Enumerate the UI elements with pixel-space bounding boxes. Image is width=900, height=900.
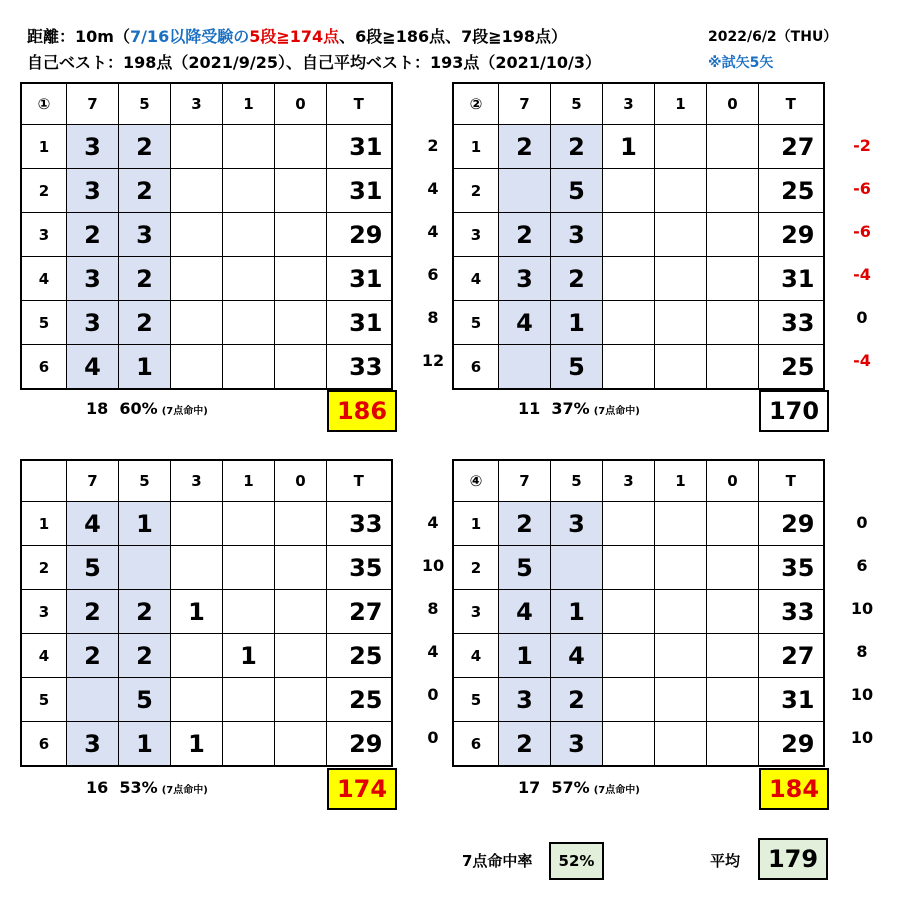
count-cell: 2 [551,125,603,169]
difference-value: -4 [853,265,871,284]
cumulative-value: 4 [427,179,439,198]
count-cell: 3 [67,257,119,301]
count-cell [655,213,707,257]
end-total: 27 [759,125,824,169]
table-header-row [453,460,824,502]
end-total: 33 [759,301,824,345]
count-cell [275,213,327,257]
count-cell: 1 [119,502,171,546]
cumulative-value: 10 [421,556,445,575]
table-row [21,590,392,634]
count-cell: 2 [119,590,171,634]
cumulative-value: 2 [427,136,439,155]
end-total: 31 [327,125,392,169]
column-header: 3 [171,83,223,125]
round-label [21,460,67,502]
distance-rules-line [27,24,567,47]
count-cell: 1 [499,634,551,678]
count-cell [603,502,655,546]
end-number: 5 [21,678,67,722]
count-cell [171,169,223,213]
table-row [21,722,392,767]
warmup-note: ※試矢5矢 [708,55,774,71]
table-row [21,634,392,678]
end-number: 1 [453,502,499,546]
column-header: 0 [275,460,327,502]
column-header: 0 [707,83,759,125]
table-row [453,590,824,634]
count-cell: 5 [119,678,171,722]
end-total: 25 [759,345,824,390]
end-total: 31 [327,257,392,301]
seven-hit-percent: 60% [119,399,158,418]
count-cell: 3 [551,213,603,257]
percent-note: (7点命中) [593,406,640,417]
table-row [453,546,824,590]
count-cell: 2 [551,678,603,722]
column-header: 3 [603,460,655,502]
count-cell: 2 [67,213,119,257]
end-number: 1 [453,125,499,169]
count-cell [707,301,759,345]
count-cell [171,678,223,722]
count-cell: 4 [551,634,603,678]
count-cell: 1 [603,125,655,169]
end-number: 4 [453,634,499,678]
count-cell [275,502,327,546]
end-total: 25 [327,634,392,678]
end-number: 6 [453,722,499,767]
column-header: 1 [223,83,275,125]
table-row [453,301,824,345]
count-cell [655,678,707,722]
count-cell [655,546,707,590]
end-total: 25 [759,169,824,213]
count-cell [223,722,275,767]
end-total: 31 [327,301,392,345]
end-number: 1 [21,502,67,546]
round-grand-total: 170 [759,390,829,432]
end-number: 5 [453,678,499,722]
count-cell [275,345,327,390]
table-row [453,634,824,678]
count-cell [603,213,655,257]
table-row [21,502,392,546]
seven-hit-percent: 53% [119,778,158,797]
table-row [453,213,824,257]
count-cell: 2 [67,634,119,678]
cumulative-value: 6 [427,265,439,284]
average-label: 平均 [710,852,741,870]
count-cell: 3 [67,301,119,345]
count-cell: 1 [551,301,603,345]
count-cell: 4 [67,345,119,390]
end-total: 35 [327,546,392,590]
count-cell: 3 [67,722,119,767]
count-cell [655,634,707,678]
session-date: 2022/6/2（THU） [708,29,838,45]
column-header: 0 [275,83,327,125]
column-header: 1 [655,460,707,502]
count-cell [655,345,707,390]
count-cell: 3 [119,213,171,257]
count-cell [707,257,759,301]
column-header: 3 [603,83,655,125]
count-cell: 5 [551,345,603,390]
table-row [453,125,824,169]
difference-value: 0 [856,513,868,532]
count-cell: 2 [551,257,603,301]
count-cell [275,634,327,678]
end-number: 5 [21,301,67,345]
column-header: 1 [655,83,707,125]
count-cell [171,345,223,390]
cumulative-value: 4 [427,642,439,661]
table-row [21,125,392,169]
column-header: 7 [499,83,551,125]
count-cell: 2 [499,125,551,169]
end-total: 29 [759,502,824,546]
seven-hit-percent: 37% [551,399,590,418]
count-cell [171,546,223,590]
cumulative-value: 8 [427,308,439,327]
end-number: 5 [453,301,499,345]
count-cell [223,590,275,634]
end-number: 6 [453,345,499,390]
seven-hit-count: 16 [86,778,109,797]
hit-rate-value: 52% [549,842,604,880]
end-number: 4 [21,634,67,678]
count-cell [707,634,759,678]
round-label: ② [453,83,499,125]
table-row [453,502,824,546]
count-cell: 5 [499,546,551,590]
end-total: 27 [327,590,392,634]
count-cell: 1 [119,722,171,767]
count-cell [707,590,759,634]
cumulative-value: 0 [427,728,439,747]
seven-hit-count: 18 [86,399,109,418]
count-cell [603,678,655,722]
difference-value: -2 [853,136,871,155]
count-cell [171,634,223,678]
count-cell: 5 [551,169,603,213]
rules-segment: 距離：10m（ [27,27,130,46]
end-number: 3 [21,213,67,257]
end-number: 3 [453,213,499,257]
rules-segment: 5段≧174点 [249,27,340,46]
end-number: 2 [21,546,67,590]
table-row [21,301,392,345]
end-number: 2 [453,169,499,213]
cumulative-value: 4 [427,513,439,532]
count-cell [551,546,603,590]
count-cell: 2 [119,301,171,345]
percent-note: (7点命中) [593,785,640,796]
table-row [453,678,824,722]
difference-value: 8 [856,642,868,661]
count-cell [707,546,759,590]
end-total: 27 [759,634,824,678]
count-cell: 2 [119,169,171,213]
count-cell [275,546,327,590]
table-row [453,345,824,390]
round-label: ① [21,83,67,125]
count-cell [707,678,759,722]
count-cell [603,345,655,390]
count-cell [499,345,551,390]
count-cell: 4 [499,301,551,345]
difference-value: 0 [856,308,868,327]
end-number: 6 [21,345,67,390]
count-cell [171,257,223,301]
count-cell [223,169,275,213]
column-header: 5 [119,83,171,125]
column-header: 5 [119,460,171,502]
percent-note: (7点命中) [161,406,208,417]
end-total: 25 [327,678,392,722]
table-row [453,722,824,767]
count-cell [223,678,275,722]
difference-value: 10 [850,599,874,618]
count-cell [275,257,327,301]
count-cell: 2 [119,125,171,169]
difference-value: 10 [850,728,874,747]
column-header: 7 [67,83,119,125]
count-cell: 3 [551,502,603,546]
end-number: 2 [21,169,67,213]
round-grand-total: 174 [327,768,397,810]
count-cell [223,125,275,169]
column-header: T [759,83,824,125]
column-header: 5 [551,83,603,125]
count-cell: 3 [499,257,551,301]
seven-hit-count: 17 [518,778,541,797]
count-cell [223,301,275,345]
count-cell [603,169,655,213]
count-cell [655,722,707,767]
difference-value: 6 [856,556,868,575]
count-cell: 2 [499,502,551,546]
count-cell [67,678,119,722]
table-row [21,213,392,257]
end-number: 3 [453,590,499,634]
count-cell [223,546,275,590]
table-row [453,169,824,213]
end-number: 4 [21,257,67,301]
count-cell [223,345,275,390]
count-cell: 1 [551,590,603,634]
end-total: 29 [759,213,824,257]
count-cell [171,125,223,169]
count-cell [707,125,759,169]
round-grand-total: 186 [327,390,397,432]
count-cell [171,213,223,257]
count-cell [171,502,223,546]
count-cell [655,301,707,345]
count-cell: 1 [171,590,223,634]
cumulative-value: 4 [427,222,439,241]
rules-segment: 、6段≧186点、7段≧198点） [339,27,568,46]
difference-value: 10 [850,685,874,704]
count-cell [655,257,707,301]
table-header-row [21,460,392,502]
count-cell: 3 [67,125,119,169]
cumulative-value: 0 [427,685,439,704]
average-value: 179 [758,838,828,880]
count-cell: 2 [119,634,171,678]
table-row [453,257,824,301]
rules-segment: 7/16以降受験の [129,27,250,46]
score-table-round-1 [20,82,393,390]
round-label: ④ [453,460,499,502]
end-number: 3 [21,590,67,634]
table-row [21,169,392,213]
count-cell: 2 [119,257,171,301]
count-cell: 5 [67,546,119,590]
score-table-round-2 [452,82,825,390]
column-header: 7 [499,460,551,502]
count-cell [275,722,327,767]
count-cell [171,301,223,345]
count-cell [603,546,655,590]
count-cell [707,213,759,257]
seven-hit-count: 11 [518,399,541,418]
count-cell: 4 [499,590,551,634]
table-row [21,257,392,301]
round-grand-total: 184 [759,768,829,810]
round-summary [518,399,640,418]
count-cell [223,213,275,257]
count-cell [707,345,759,390]
count-cell [275,125,327,169]
table-header-row [453,83,824,125]
count-cell [223,502,275,546]
column-header: 3 [171,460,223,502]
count-cell: 2 [67,590,119,634]
end-total: 31 [327,169,392,213]
personal-best-line: 自己ベスト：198点（2021/9/25）、自己平均ベスト：193点（2021/10/3） [27,53,602,72]
count-cell [119,546,171,590]
column-header: T [759,460,824,502]
count-cell: 1 [119,345,171,390]
round-summary [518,778,640,797]
end-number: 6 [21,722,67,767]
table-row [21,546,392,590]
percent-note: (7点命中) [161,785,208,796]
count-cell [275,301,327,345]
column-header: T [327,83,392,125]
count-cell [275,678,327,722]
count-cell: 2 [499,213,551,257]
column-header: 0 [707,460,759,502]
seven-hit-percent: 57% [551,778,590,797]
count-cell [603,257,655,301]
count-cell: 1 [171,722,223,767]
count-cell [655,169,707,213]
end-total: 35 [759,546,824,590]
count-cell [499,169,551,213]
end-total: 29 [759,722,824,767]
count-cell [603,590,655,634]
count-cell [707,722,759,767]
cumulative-value: 12 [421,351,445,370]
column-header: 7 [67,460,119,502]
count-cell [707,169,759,213]
round-summary [86,778,208,797]
end-total: 31 [759,678,824,722]
score-table-round-4 [452,459,825,767]
count-cell: 2 [499,722,551,767]
end-number: 2 [453,546,499,590]
end-total: 31 [759,257,824,301]
count-cell: 1 [223,634,275,678]
count-cell [655,590,707,634]
count-cell: 3 [551,722,603,767]
count-cell [655,125,707,169]
end-number: 4 [453,257,499,301]
count-cell [223,257,275,301]
count-cell [603,301,655,345]
end-total: 29 [327,722,392,767]
count-cell [707,502,759,546]
table-row [21,345,392,390]
count-cell [275,169,327,213]
count-cell [655,502,707,546]
table-row [21,678,392,722]
round-summary [86,399,208,418]
end-total: 33 [327,345,392,390]
end-total: 29 [327,213,392,257]
count-cell: 3 [67,169,119,213]
score-table-round-3 [20,459,393,767]
count-cell [275,590,327,634]
column-header: T [327,460,392,502]
count-cell: 3 [499,678,551,722]
cumulative-value: 8 [427,599,439,618]
table-header-row [21,83,392,125]
end-number: 1 [21,125,67,169]
count-cell: 4 [67,502,119,546]
column-header: 1 [223,460,275,502]
difference-value: -6 [853,222,871,241]
hit-rate-label: 7点命中率 [462,852,533,870]
difference-value: -6 [853,179,871,198]
count-cell [603,722,655,767]
end-total: 33 [327,502,392,546]
count-cell [603,634,655,678]
column-header: 5 [551,460,603,502]
difference-value: -4 [853,351,871,370]
end-total: 33 [759,590,824,634]
